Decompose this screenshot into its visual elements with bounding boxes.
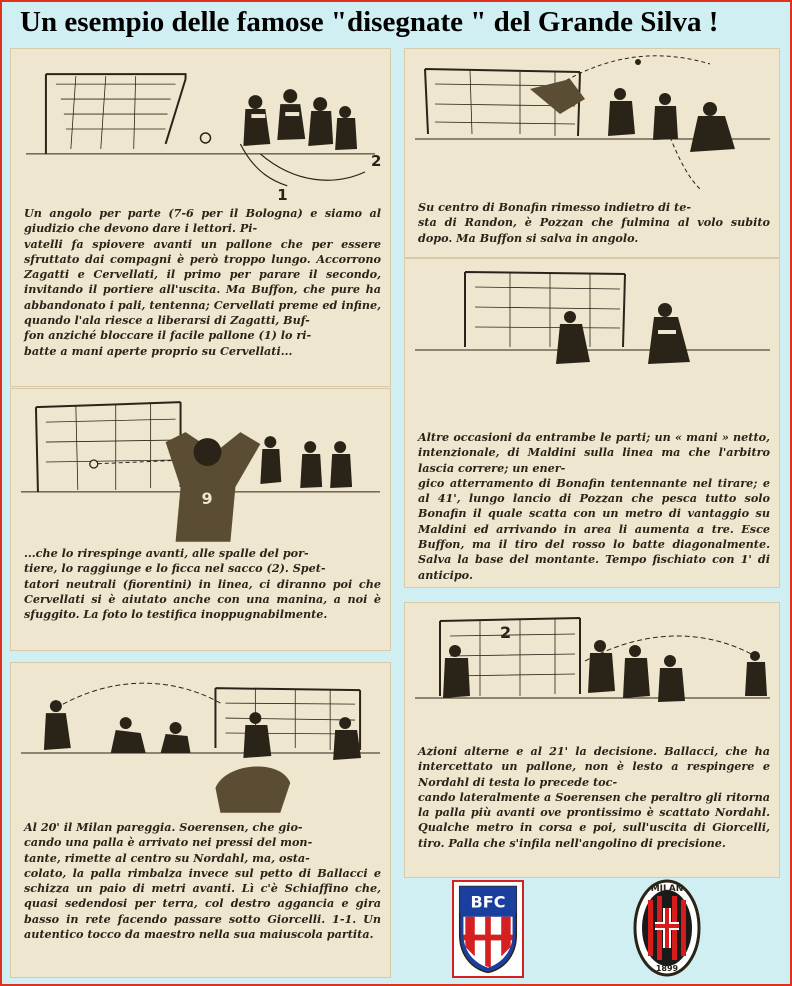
panel-pozzan-volley xyxy=(404,48,780,258)
illustration-rebound-goal xyxy=(16,392,385,542)
illustration-pozzan-volley xyxy=(410,54,774,204)
illustration-nordahl-winner xyxy=(410,606,774,738)
sketch-keeper-hands-up xyxy=(16,392,385,542)
milan-logo xyxy=(632,878,702,978)
caption-milan-equalizer: Al 20' il Milan pareggia. Soerensen, che gio- cando una palla è arrivato nei pressi del mon- tante, rimette al centro su Nordahl, ma, osta- colato, la palla rimbalza invece sul petto di Ballacci e schizza un paio di metri avanti. Lì c'è Schiaffino che, quasi sedendosi per terra, col destro aggancia e gira basso in rete facendo passare sotto Giorcelli. 1-1. Un autentico tocco da maestro nella sua maiuscola partita. xyxy=(24,820,381,942)
marker-1: 1 xyxy=(277,185,288,204)
milan-logo-year: 1899 xyxy=(655,964,679,973)
marker-2: 2 xyxy=(500,623,512,642)
sketch-diving-save xyxy=(410,54,774,204)
caption-bonafin-goal: Altre occasioni da entrambe le parti; un « mani » netto, intenzionale, di Maldini sulla linea ma che l'arbitro lascia correre; un ener- gico atterramento di Bonafin tentennante nel tirare; e al 41', lungo lancio di Pozzan che pesca tutto solo Bonafin il quale scatta con un metro di vantaggio su Maldini ed arrivando in area li aumenta a tre. Esce Buffon, ma il tiro del rosso lo batte diagonalmente. Salva la base del montante. Tempo fischiato con 1' di anticipo. xyxy=(418,430,770,582)
illustration-corner-kick xyxy=(16,54,385,204)
panel-rebound-goal xyxy=(10,388,391,651)
caption-nordahl-winner: Azioni alterne e al 21' la decisione. Ballacci, che ha intercettato un pallone, non è lesto a respingere e Nordahl di testa lo precede toc- cando lateralmente a Soerensen che peraltro gli ritorna la palla più avanti ove prontissimo è scattato Nordahl. Qualche metro in corsa e poi, sull'uscita di Giorcelli, tiro. Palla che s'infila nell'angolino di precisione. xyxy=(418,744,770,850)
illustration-milan-equalizer xyxy=(16,668,385,818)
marker-2: 2 xyxy=(371,151,382,170)
bologna-logo-text: BFC xyxy=(470,892,506,912)
sketch-nordahl-run xyxy=(410,606,774,738)
sketch-goal-scramble xyxy=(16,54,385,204)
bologna-shield-icon xyxy=(454,882,522,976)
panel-bonafin-goal xyxy=(404,258,780,588)
caption-corner-kick: Un angolo per parte (7-6 per il Bologna) e siamo al giudizio che devono dare i lettori. Pi- vatelli fa spiovere avanti un pallone che per essere sfruttato dai compagni è però troppo lungo. Accorrono Zagatti e Cervellati, il primo per parare il secondo, invitando il portiere all'uscita. Ma Buffon, che pure ha abbandonato i pali, tentenna; Cervellati preme ed infine, quando l'ala riesce a liberarsi di Zagatti, Buf- fon anziché bloccare il facile pallone (1) lo ri- batte a mani aperte proprio su Cervellati... xyxy=(24,206,381,358)
caption-pozzan-volley: Su centro di Bonafin rimesso indietro di te- sta di Randon, è Pozzan che fulmina al volo subito dopo. Ma Buffon si salva in angolo. xyxy=(418,200,770,245)
sketch-sitting-shot xyxy=(16,668,385,818)
panel-corner-kick xyxy=(10,48,391,387)
illustration-bonafin-goal xyxy=(410,262,774,402)
jersey-number: 9 xyxy=(201,488,213,508)
milan-logo-top-text: MILAN xyxy=(650,884,684,894)
bologna-logo xyxy=(452,880,524,978)
panel-milan-equalizer xyxy=(10,662,391,978)
page-title: Un esempio delle famose "disegnate " del Grande Silva ! xyxy=(20,6,719,38)
sketch-bonafin-shot xyxy=(410,262,774,402)
caption-rebound-goal: ...che lo rirespinge avanti, alle spalle del por- tiere, lo raggiunge e lo ficca nel sacco (2). Spet- tatori neutrali (fiorentini) in linea, ci diranno poi che Cervellati si è aiutato anche con una manina, a noi è sfuggito. La foto lo testifica inoppugnabilmente. xyxy=(24,546,381,622)
panel-nordahl-winner xyxy=(404,602,780,878)
milan-crest-icon xyxy=(632,878,702,978)
